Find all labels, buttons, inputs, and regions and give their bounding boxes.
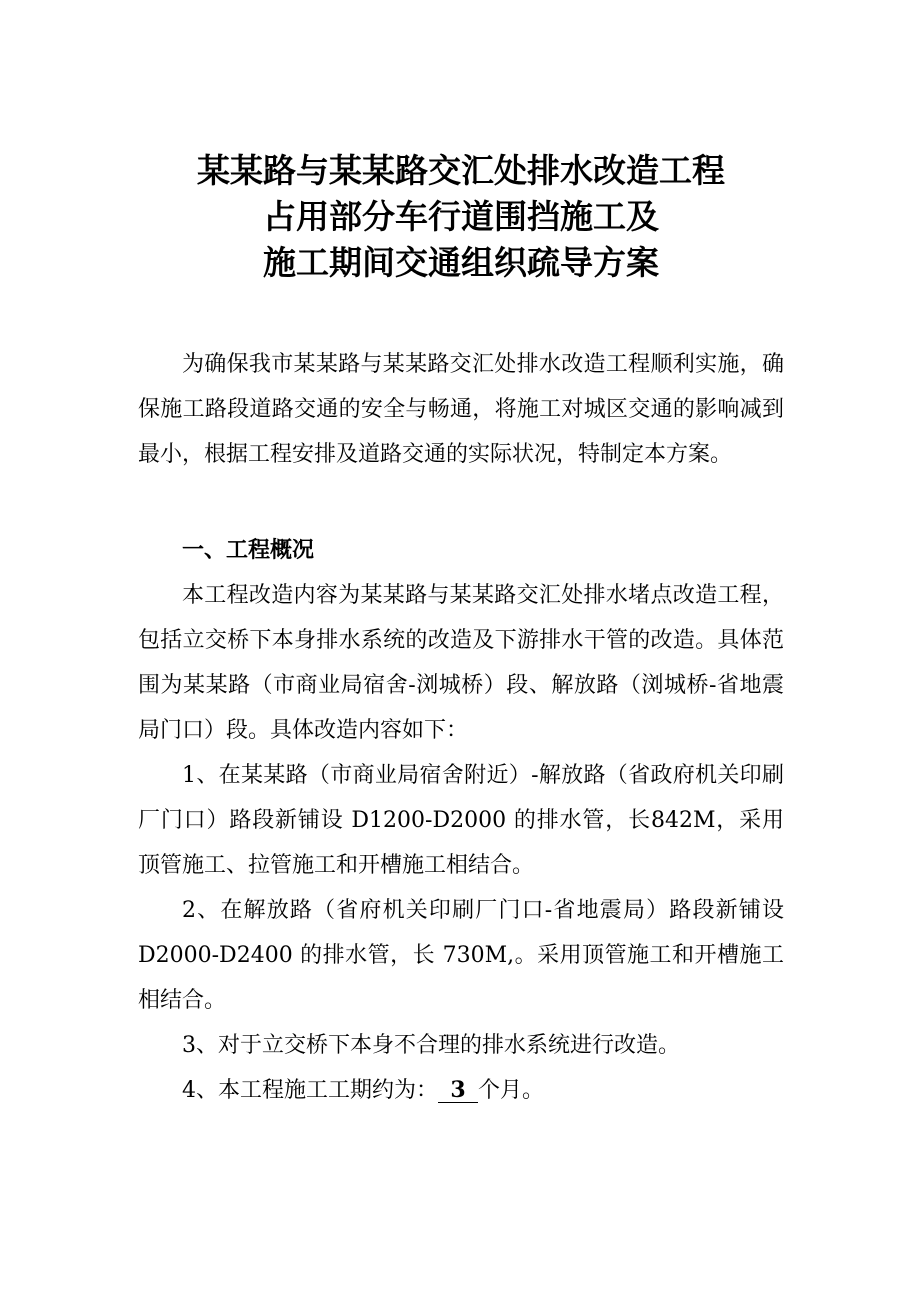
intro-paragraph: 为确保我市某某路与某某路交汇处排水改造工程顺利实施，确保施工路段道路交通的安全与畅通，将施工对城区交通的影响减到最小，根据工程安排及道路交通的实际状况，特制定本方案。 (138, 352, 784, 467)
duration-prefix: 4、本工程施工工期约为： (182, 1078, 438, 1103)
title-line-3: 施工期间交通组织疏导方案 (263, 243, 659, 282)
duration-value: 3 (438, 1078, 478, 1103)
list-item-4 (138, 1068, 784, 1113)
overview-paragraph: 本工程改造内容为某某路与某某路交汇处排水堵点改造工程，包括立交桥下本身排水系统的改造及下游排水干管的改造。具体范围为某某路（市商业局宿舍-浏城桥）段、解放路（浏城桥-省地震局门口）段。具体改造内容如下： (138, 583, 784, 743)
section-heading-overview: 一、工程概况 (182, 538, 315, 563)
title-line-2: 占用部分车行道围挡施工及 (263, 197, 659, 236)
duration-suffix: 个月。 (478, 1078, 545, 1103)
document-title (138, 148, 784, 286)
document-page (138, 148, 784, 1113)
list-item-2: 2、在解放路（省府机关印刷厂门口-省地震局）路段新铺设 D2000-D2400 的排水管，长 730M,。采用顶管施工和开槽施工相结合。 (138, 898, 784, 1013)
list-item-3: 3、对于立交桥下本身不合理的排水系统进行改造。 (182, 1033, 680, 1058)
title-line-1: 某某路与某某路交汇处排水改造工程 (197, 151, 725, 190)
list-item-1: 1、在某某路（市商业局宿舍附近）-解放路（省政府机关印刷厂门口）路段新铺设 D1200-D2000 的排水管，长842M，采用顶管施工、拉管施工和开槽施工相结合。 (138, 763, 784, 878)
